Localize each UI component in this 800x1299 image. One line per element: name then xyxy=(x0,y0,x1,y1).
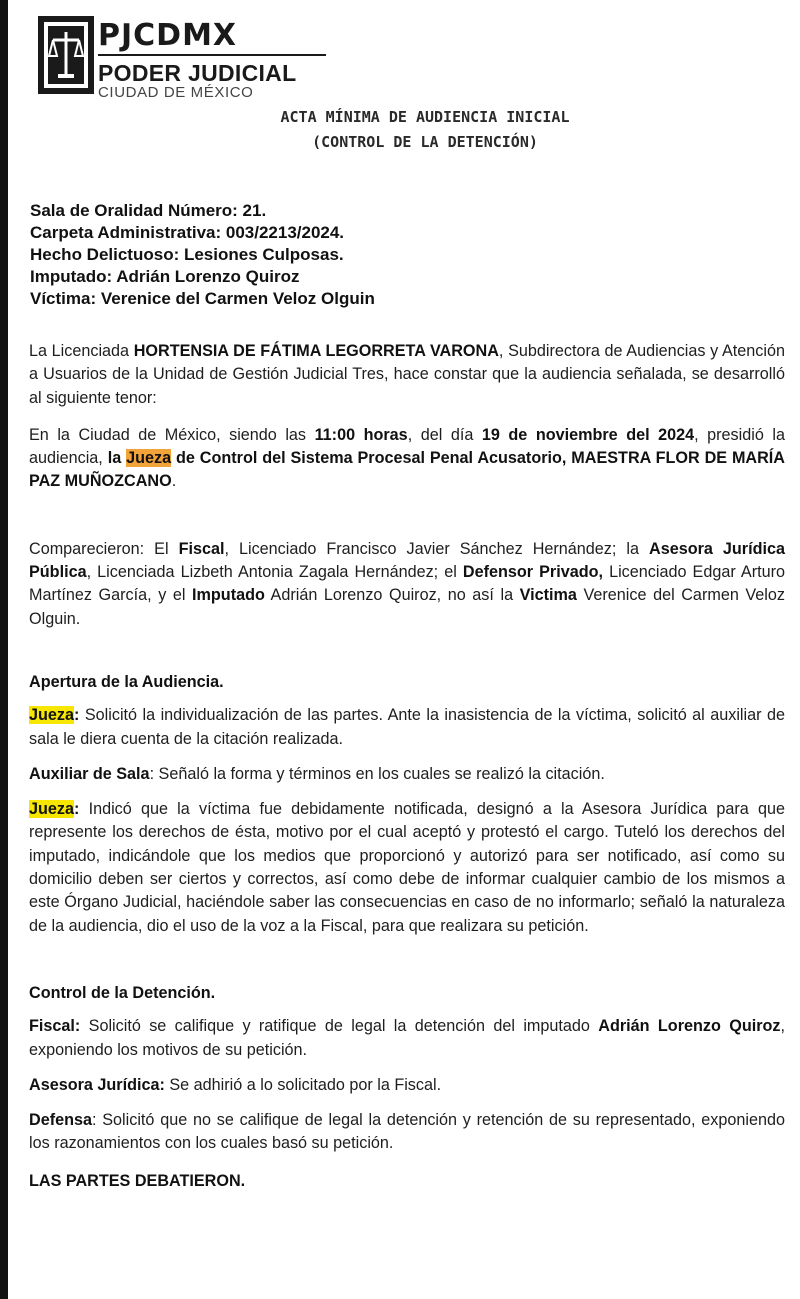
apertura-heading: Apertura de la Audiencia. xyxy=(29,672,224,691)
hearing-date: 19 de noviembre del 2024 xyxy=(481,425,695,444)
comp-text-5: Adrián Lorenzo Quiroz, no así la xyxy=(264,586,520,605)
jueza-colon-2: : xyxy=(74,800,80,819)
fiscal-imputado-name: Adrián Lorenzo Quiroz xyxy=(598,1017,781,1036)
control-heading: Control de la Detención. xyxy=(29,983,216,1002)
pjcdmx-logo xyxy=(38,16,298,101)
jueza-label-2: Jueza xyxy=(29,800,74,819)
comp-text-1: Comparecieron: El xyxy=(29,539,179,558)
logo-divider xyxy=(98,54,326,56)
comp-asesora: Asesora Jurídica Pública xyxy=(29,539,785,582)
victima-line: Víctima: Verenice del Carmen Veloz Olguin xyxy=(30,289,375,308)
place-text-2: , del día xyxy=(407,425,482,444)
asesora-text: Se adhirió a lo solicitado por la Fiscal. xyxy=(164,1075,442,1094)
jueza-text-2: Indicó que la víctima fue debidamente notificada, designó a la Asesora Jurídica para que represente los derechos de ésta, motivo por el cual aceptó y protestó el cargo. Tuteló los derechos del imputado, indicándole que los medios que proporcionó y autorizó para ser notificado, así como su domicilio deben ser ciertos y correctos, así como debe de informar cualquier cambio de los mismos a este Órgano Judicial, haciéndole saber las consecuencias en caso de no informarlo; señaló la naturaleza de la audiencia, dio el uso de la voz a la Fiscal, para que realizara su petición. xyxy=(29,800,785,935)
comp-text-6: Verenice del Carmen Veloz Olguin. xyxy=(29,586,785,628)
fiscal-text-2: , exponiendo los motivos de su petición. xyxy=(29,1017,785,1059)
imputado-line: Imputado: Adrián Lorenzo Quiroz xyxy=(30,267,300,286)
intro-text-2: , Subdirectora de Audiencias y Atención a Usuarios de la Unidad de Gestión Judicial Tres, hace constar que la audiencia señalada, se desarrolló al siguiente tenor: xyxy=(29,342,785,407)
defensa-label: Defensa xyxy=(29,1111,92,1130)
document-title: ACTA MÍNIMA DE AUDIENCIA INICIAL xyxy=(280,108,570,126)
document-body xyxy=(29,340,785,1193)
left-border-rule xyxy=(0,0,8,1299)
comp-text-3: , Licenciada Lizbeth Antonia Zagala Hernández; el xyxy=(86,563,463,582)
sala-line: Sala de Oralidad Número: 21. xyxy=(30,201,267,220)
hearing-time: 11:00 horas xyxy=(314,425,408,444)
logo-name: PODER JUDICIAL xyxy=(98,60,297,86)
comp-text-2: , Licenciado Francisco Javier Sánchez Hernández; la xyxy=(224,539,650,558)
fiscal-paragraph xyxy=(29,1015,785,1062)
comp-victima: Victima xyxy=(519,586,577,605)
place-end: . xyxy=(171,472,177,491)
auxiliar-paragraph xyxy=(29,763,785,786)
jueza-paragraph-1 xyxy=(29,704,785,751)
asesora-label: Asesora Jurídica: xyxy=(29,1075,165,1094)
auxiliar-text: : Señaló la forma y términos en los cuales se realizó la citación. xyxy=(149,764,605,783)
place-text-1: En la Ciudad de México, siendo las xyxy=(29,425,315,444)
hecho-line: Hecho Delictuoso: Lesiones Culposas. xyxy=(30,245,344,264)
intro-text-1: La Licenciada xyxy=(29,342,134,360)
case-header xyxy=(30,200,770,310)
place-text-3: , presidió la audiencia, xyxy=(29,425,785,468)
closing-statement: LAS PARTES DEBATIERON. xyxy=(29,1171,246,1190)
auxiliar-label: Auxiliar de Sala xyxy=(29,764,150,783)
place-la: la xyxy=(107,449,127,468)
comparecieron-paragraph xyxy=(29,538,785,631)
comp-fiscal: Fiscal xyxy=(178,539,225,558)
defensa-paragraph xyxy=(29,1109,785,1156)
logo-acronym: PJCDMX xyxy=(98,18,238,53)
comp-imputado: Imputado xyxy=(192,586,265,605)
asesora-paragraph xyxy=(29,1074,785,1097)
logo-city: CIUDAD DE MÉXICO xyxy=(98,84,254,101)
place-paragraph xyxy=(29,424,785,494)
jueza-colon-1: : xyxy=(74,706,80,725)
justice-scale-logo-icon xyxy=(38,16,94,94)
jueza-label-1: Jueza xyxy=(29,706,74,725)
comp-defensor: Defensor Privado, xyxy=(462,563,604,582)
fiscal-text-1: Solicitó se califique y ratifique de legal la detención del imputado xyxy=(80,1017,599,1036)
carpeta-line: Carpeta Administrativa: 003/2213/2024. xyxy=(30,223,345,242)
subdirectora-name: HORTENSIA DE FÁTIMA LEGORRETA VARONA xyxy=(133,342,499,360)
comp-text-4: Licenciado Edgar Arturo Martínez García, y el xyxy=(29,563,785,605)
intro-paragraph xyxy=(29,340,785,410)
jueza-text-1: Solicitó la individualización de las partes. Ante la inasistencia de la víctima, solicitó al auxiliar de sala le diera cuenta de la citación realizada. xyxy=(29,706,785,748)
jueza-highlight: Jueza xyxy=(126,449,172,468)
fiscal-label: Fiscal: xyxy=(29,1017,81,1036)
judge-title: de Control del Sistema Procesal Penal Acusatorio, MAESTRA FLOR DE MARÍA PAZ MUÑOZCANO xyxy=(29,449,785,491)
jueza-paragraph-2 xyxy=(29,798,785,938)
document-subtitle: (CONTROL DE LA DETENCIÓN) xyxy=(312,133,538,151)
defensa-text: : Solicitó que no se califique de legal la detención y retención de su representado, exponiendo los razonamientos con los cuales basó su petición. xyxy=(29,1111,785,1153)
